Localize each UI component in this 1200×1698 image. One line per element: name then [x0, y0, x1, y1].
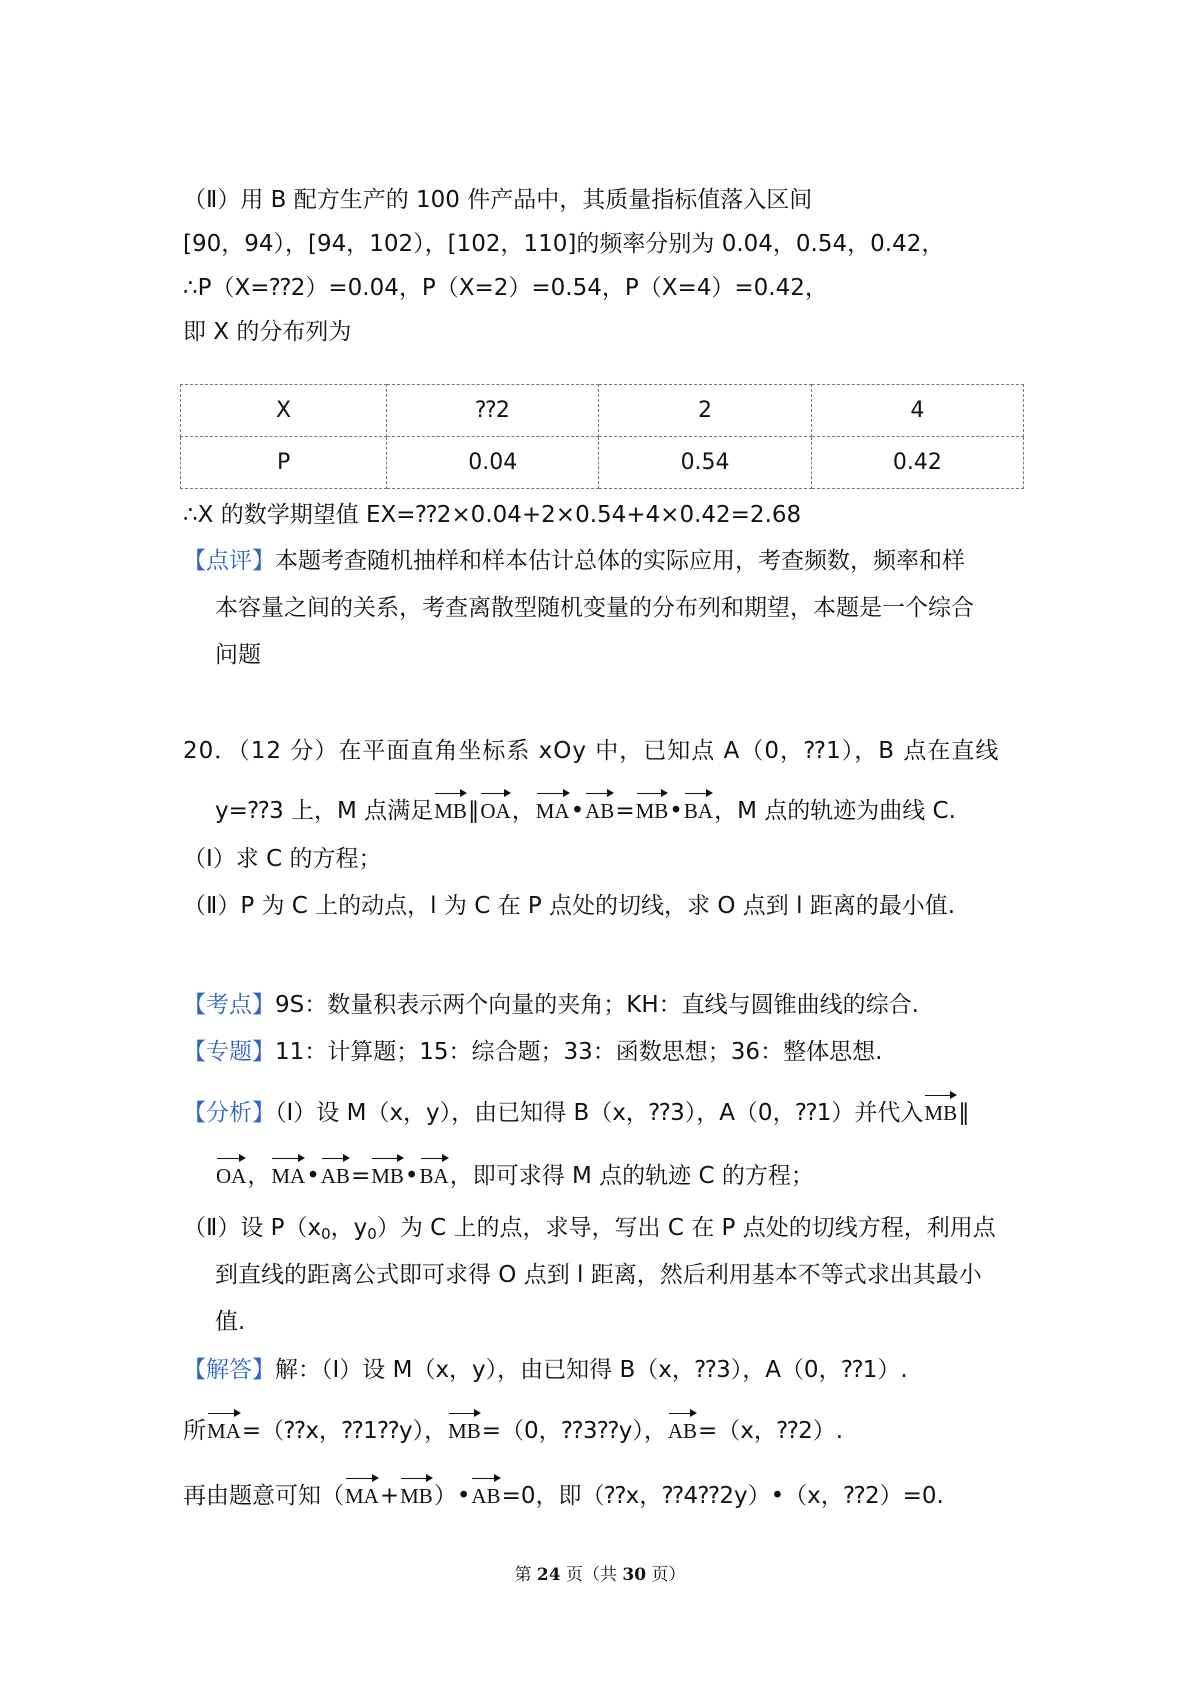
vector-BA: BA: [420, 1155, 449, 1191]
vector-MB: MB: [400, 1475, 433, 1511]
subscript: 0: [321, 1225, 331, 1243]
vector-OA: OA: [216, 1155, 246, 1191]
jieda-line3: [183, 1475, 944, 1511]
page-number: 24: [536, 1565, 561, 1585]
part2-line2: [90，94），[94，102），[102，110]的频率分别为 0.04，0.54，0.42，: [183, 231, 945, 257]
review-line1: [183, 546, 965, 576]
plus-symbol: +: [379, 1483, 400, 1509]
part2-line3: ∴P（X=⁇2）=0.04，P（X=2）=0.54，P（X=4）=0.42，: [183, 275, 828, 301]
dot-symbol: •: [456, 1483, 471, 1509]
zhuanti-text: 11：计算题；15：综合题；33：函数思想；36：整体思想.: [275, 1039, 883, 1065]
q20-text: ，M 点的轨迹为曲线 C.: [714, 798, 956, 824]
q20-sub2: （Ⅱ）P 为 C 上的动点，l 为 C 在 P 点处的切线，求 O 点到 l 距离的最小值.: [183, 893, 956, 919]
table-cell: 0.54: [599, 437, 811, 489]
footer-text: 页）: [646, 1565, 686, 1585]
jieda-line2: [183, 1410, 843, 1446]
fenxi-text: ，即可求得 M 点的轨迹 C 的方程；: [449, 1163, 814, 1189]
review-line2: 本容量之间的关系，考查离散型随机变量的分布列和期望，本题是一个综合: [215, 595, 974, 621]
distribution-table: [180, 384, 1024, 489]
part2-line1: （Ⅱ）用 B 配方生产的 100 件产品中，其质量指标值落入区间: [183, 187, 813, 213]
footer-text: 页（共: [560, 1565, 623, 1585]
vector-AB: AB: [471, 1475, 500, 1511]
jieda-tag: 【解答】: [183, 1357, 275, 1383]
review-tag: 【点评】: [183, 548, 275, 574]
dot-symbol: •: [306, 1163, 320, 1189]
kaodian-line: [183, 990, 919, 1020]
q20-line1: 20．（12 分）在平面直角坐标系 xOy 中，已知点 A（0，⁇1），B 点在直线: [183, 738, 1000, 764]
jieda-text: =0，即（⁇x，⁇4⁇2y）•（x，⁇2）=0.: [501, 1483, 944, 1509]
jieda-text: ）: [433, 1483, 457, 1509]
parallel-symbol: ∥: [467, 798, 480, 824]
dot-symbol: •: [404, 1163, 419, 1189]
table-cell: 0.04: [387, 437, 599, 489]
comma: ，: [511, 798, 535, 824]
jieda-text: =（0，⁇3⁇y），: [481, 1418, 667, 1444]
expectation-line: ∴X 的数学期望值 EX=⁇2×0.04+2×0.54+4×0.42=2.68: [183, 502, 802, 528]
jieda-text: =（x，⁇2）.: [698, 1418, 844, 1444]
subscript: 0: [367, 1225, 377, 1243]
jieda-text: 解：（Ⅰ）设 M（x，y），由已知得 B（x，⁇3），A（0，⁇1）.: [275, 1357, 908, 1383]
vector-MA: MA: [345, 1475, 379, 1511]
table-cell: P: [181, 437, 387, 489]
footer-text: 第: [514, 1565, 537, 1585]
table-row: [181, 437, 1024, 489]
jieda-text: 所: [183, 1418, 206, 1444]
table-cell: X: [181, 385, 387, 437]
vector-MB: MB: [924, 1092, 957, 1128]
vector-OA: OA: [480, 790, 510, 826]
table-cell: 4: [811, 385, 1023, 437]
vector-MA: MA: [536, 790, 570, 826]
fenxi-line1: [183, 1092, 970, 1128]
kaodian-text: 9S：数量积表示两个向量的夹角；KH：直线与圆锥曲线的综合.: [275, 992, 919, 1018]
review-line3: 问题: [215, 642, 261, 668]
kaodian-tag: 【考点】: [183, 992, 275, 1018]
fenxi-tag: 【分析】: [183, 1100, 275, 1126]
dot-symbol: •: [570, 798, 585, 824]
comma: ，: [247, 1163, 271, 1189]
page-total: 30: [622, 1565, 647, 1585]
part2-line4: 即 X 的分布列为: [183, 319, 352, 345]
fenxi-p2-line1: [183, 1213, 996, 1243]
vector-MB: MB: [636, 790, 669, 826]
vector-MB: MB: [448, 1410, 481, 1446]
vector-AB: AB: [585, 790, 614, 826]
jieda-text: 再由题意可知（: [183, 1483, 344, 1509]
jieda-text: =（⁇x，⁇1⁇y），: [241, 1418, 448, 1444]
fenxi-text: ，y: [330, 1215, 368, 1241]
fenxi-line2: [215, 1155, 814, 1191]
jieda-line1: [183, 1355, 908, 1385]
vector-MB: MB: [434, 790, 467, 826]
vector-MA: MA: [207, 1410, 241, 1446]
table-cell: 0.42: [811, 437, 1023, 489]
fenxi-text: （Ⅰ）设 M（x，y），由已知得 B（x，⁇3），A（0，⁇1）并代入: [275, 1100, 924, 1126]
vector-AB: AB: [668, 1410, 697, 1446]
vector-BA: BA: [684, 790, 713, 826]
q20-sub1: （Ⅰ）求 C 的方程；: [183, 846, 382, 872]
table-cell: ⁇2: [387, 385, 599, 437]
review-text: 本题考查随机抽样和样本估计总体的实际应用，考查频数，频率和样: [275, 548, 965, 574]
equals-symbol: =: [350, 1163, 371, 1189]
equals-symbol: =: [615, 798, 635, 824]
dot-symbol: •: [669, 798, 683, 824]
fenxi-p2-line3: 值.: [215, 1309, 246, 1335]
table-row: [181, 385, 1024, 437]
vector-MA: MA: [271, 1155, 305, 1191]
page-footer: [0, 1560, 1200, 1585]
q20-text: y=⁇3 上，M 点满足: [215, 798, 434, 824]
parallel-symbol: ∥: [958, 1100, 970, 1126]
vector-AB: AB: [321, 1155, 350, 1191]
q20-line2: [215, 790, 956, 826]
fenxi-text: （Ⅱ）设 P（x: [183, 1215, 322, 1241]
vector-MB: MB: [371, 1155, 404, 1191]
table-cell: 2: [599, 385, 811, 437]
fenxi-p2-line2: 到直线的距离公式即可求得 O 点到 l 距离，然后利用基本不等式求出其最小: [215, 1262, 982, 1288]
zhuanti-tag: 【专题】: [183, 1039, 275, 1065]
zhuanti-line: [183, 1037, 882, 1067]
fenxi-text: ）为 C 上的点，求导，写出 C 在 P 点处的切线方程，利用点: [376, 1215, 996, 1241]
